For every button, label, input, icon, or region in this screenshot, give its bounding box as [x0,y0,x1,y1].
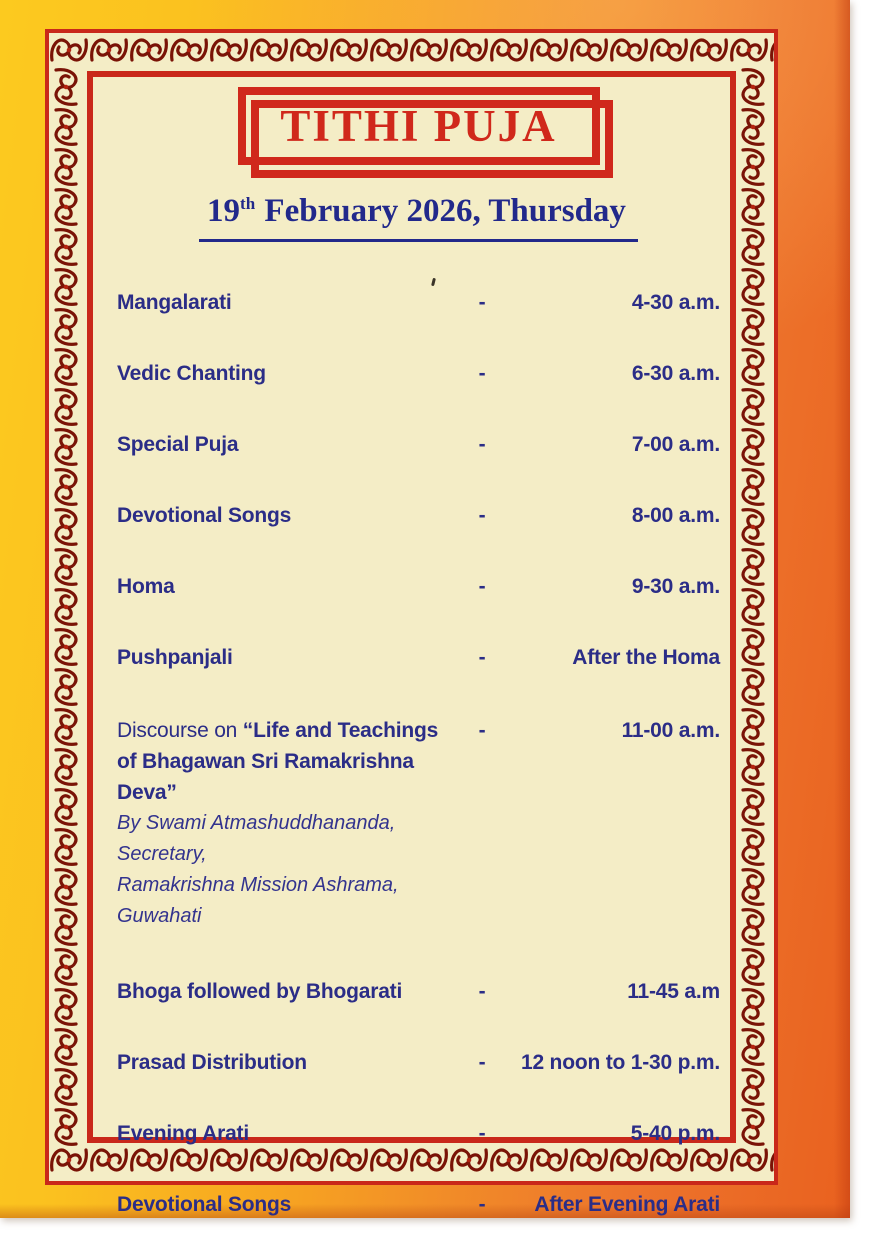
ornament-border-right [736,67,774,1147]
event-label [117,715,464,932]
event-label: Evening Arati [117,1122,249,1145]
schedule-row [117,431,720,458]
event-label: Special Puja [117,433,239,456]
event-time: 12 noon to 1-30 p.m. [520,1051,720,1074]
schedule-row [117,644,720,671]
event-label: Mangalarati [117,291,232,314]
speaker-line-2: Ramakrishna Mission Ashrama, Guwahati [117,874,399,927]
schedule [117,289,720,1218]
event-label: Devotional Songs [117,1193,292,1216]
event-time: 7-00 a.m. [631,433,720,456]
event-time: 5-40 p.m. [630,1122,720,1145]
separator-dash: - [478,291,486,314]
separator-dash: - [478,575,486,598]
page-title: TITHI PUJA [280,101,557,151]
title-box [238,87,600,165]
date-ordinal: th [240,194,256,213]
separator-dash: - [478,1122,486,1145]
event-label: Vedic Chanting [117,362,266,385]
event-time: After Evening Arati [534,1193,720,1216]
event-time: 9-30 a.m. [631,575,720,598]
schedule-row [117,502,720,529]
separator-dash: - [478,1193,486,1216]
schedule-row [117,1049,720,1076]
event-label: Bhoga followed by Bhogarati [117,980,403,1003]
separator-dash: - [478,433,486,456]
event-label: Pushpanjali [117,646,233,669]
schedule-row-discourse [117,715,720,932]
event-time: 6-30 a.m. [631,362,720,385]
schedule-row [117,1120,720,1147]
event-label: Prasad Distribution [117,1051,307,1074]
schedule-row [117,1191,720,1218]
schedule-row [117,573,720,600]
event-time: 4-30 a.m. [631,291,720,314]
separator-dash: - [478,646,486,669]
event-time: 11-45 a.m [627,980,720,1003]
decorative-frame [45,29,778,1216]
date-rest: February 2026, Thursday [264,193,626,229]
schedule-row [117,978,720,1005]
ornament-border-left [49,67,87,1147]
separator-dash: - [478,504,486,527]
separator-dash: - [478,362,486,385]
flyer-content [93,77,730,1216]
separator-dash: - [478,1051,486,1074]
discourse-prefix: Discourse on [117,719,243,742]
event-time: 8-00 a.m. [631,504,720,527]
date-day: 19 [207,193,241,229]
ornament-border-top [49,33,774,71]
event-time: 11-00 a.m. [621,719,720,742]
event-date [117,191,720,242]
event-time: After the Homa [572,646,720,669]
event-label: Devotional Songs [117,504,292,527]
separator-dash: - [478,980,486,1003]
discourse-title-line2: of Bhagawan Sri Ramakrishna Deva” [117,750,414,804]
event-label: Homa [117,575,175,598]
separator-dash: - [478,719,486,742]
discourse-title-line1: “Life and Teachings [242,719,439,742]
date-underline [199,191,638,242]
schedule-row [117,360,720,387]
schedule-row [117,289,720,316]
speaker-line-1: By Swami Atmashuddhananda, Secretary, [117,812,396,865]
